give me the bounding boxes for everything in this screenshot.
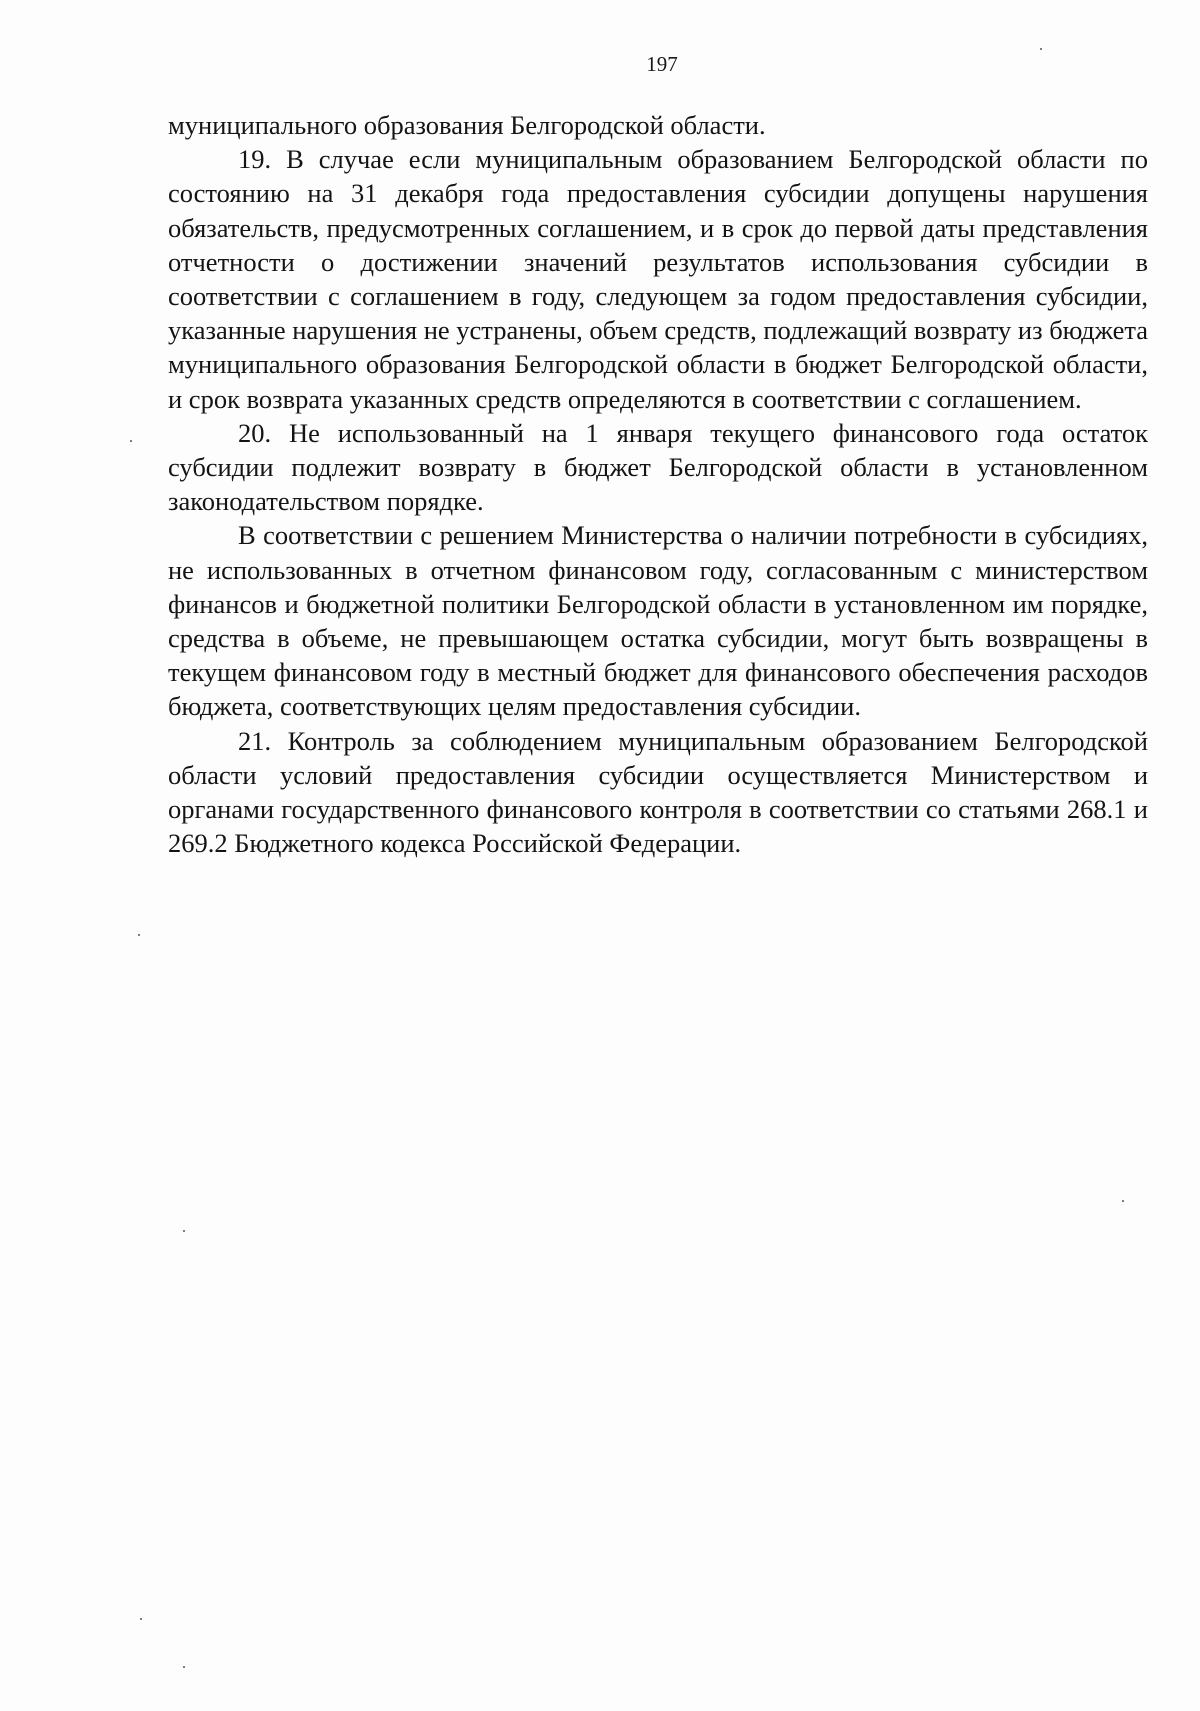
scan-speck [183, 1230, 185, 1232]
paragraph-20: 20. Не использованный на 1 января текущего финансового года остаток субсидии подлежит возврату в бюджет Белгородской области в установленном законодательством порядке. [168, 417, 1148, 517]
scan-speck [140, 1618, 142, 1620]
page-number: 197 [646, 52, 678, 76]
paragraph-21: 21. Контроль за соблюдением муниципальным образованием Белгородской области условий предоставления субсидии осуществляется Министерством и органами государственного финансового контроля в соответствии со статьями 268.1 и 269.2 Бюджетного кодекса Российской Федерации. [168, 725, 1148, 859]
paragraph-20-continuation: В соответствии с решением Министерства о наличии потребности в субсидиях, не использованных в отчетном финансовом году, согласованным с министерством финансов и бюджетной политики Белгородской области в установленном им порядке, средства в объеме, не превышающем остатка субсидии, могут быть возвращены в текущем финансовом году в местный бюджет для финансового обеспечения расходов бюджета, соответствующих целям предоставления субсидии. [168, 520, 1148, 722]
paragraph-19: 19. В случае если муниципальным образованием Белгородской области по состоянию на 31 декабря года предоставления субсидии допущены нарушения обязательств, предусмотренных соглашением, и в срок до первой даты представления отчетности о достижении значений результатов использования субсидии в соответствии с соглашением в году, следующем за годом предоставления субсидии, указанные нарушения не устранены, объем средств, подлежащий возврату из бюджета муниципального образования Белгородской области в бюджет Белгородской области, и срок возврата указанных средств определяются в соответствии с соглашением. [168, 144, 1149, 414]
scan-speck [1122, 1200, 1124, 1202]
document-body [168, 108, 1148, 860]
scan-speck [1040, 48, 1042, 50]
scan-speck [138, 934, 140, 936]
paragraph-continuation: муниципального образования Белгородской области. [168, 110, 766, 140]
scan-speck [183, 1666, 185, 1668]
scan-speck [130, 440, 132, 442]
